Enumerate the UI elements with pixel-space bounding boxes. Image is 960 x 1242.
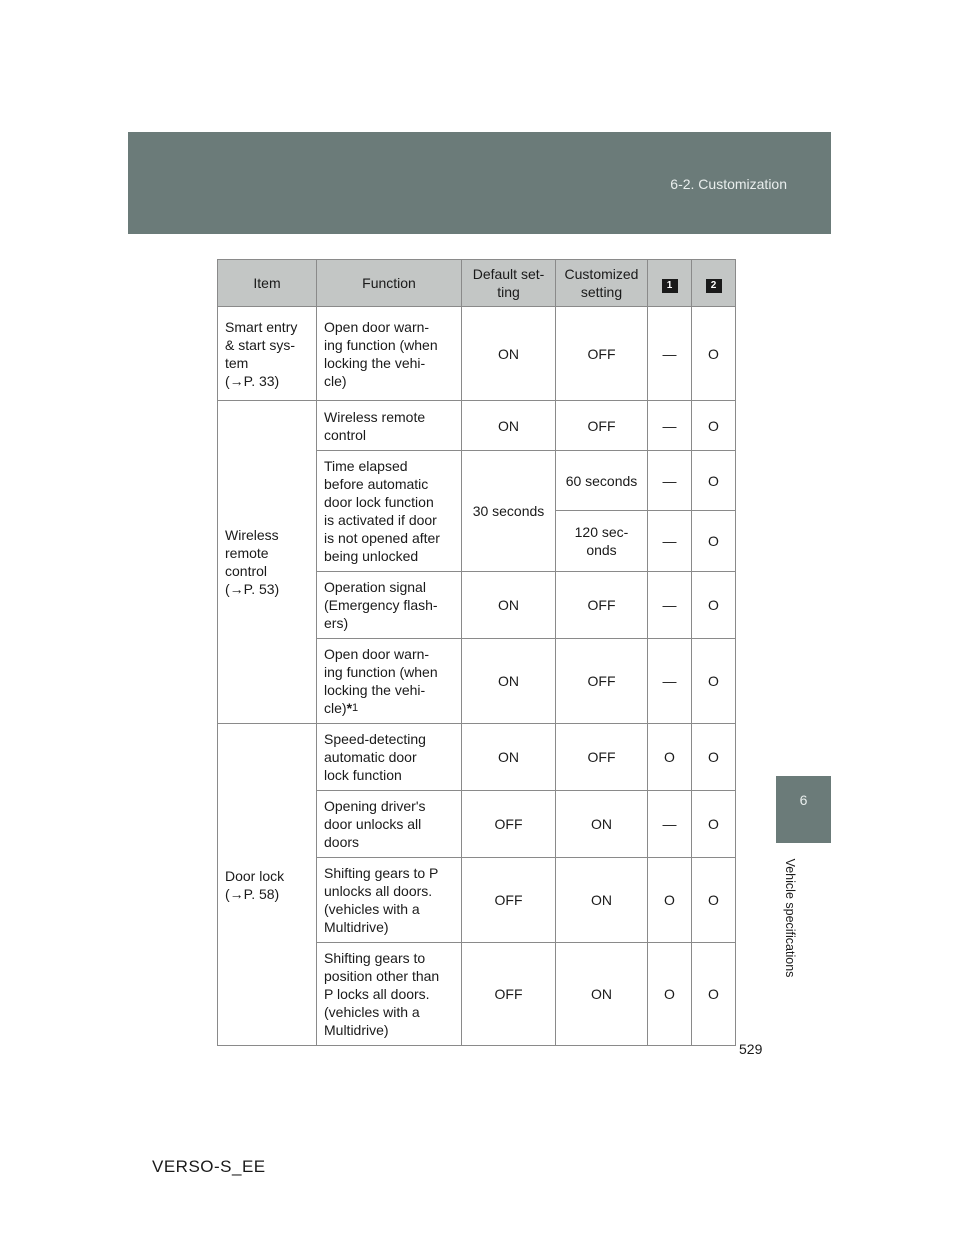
mark1-cell: O bbox=[648, 858, 692, 943]
header-marker-2 bbox=[692, 260, 736, 307]
chapter-number: 6 bbox=[799, 792, 808, 808]
custom-cell: ON bbox=[556, 791, 648, 858]
function-cell bbox=[317, 639, 462, 724]
mark2-cell: O bbox=[692, 511, 736, 572]
customization-table bbox=[217, 259, 736, 1046]
table-row bbox=[218, 401, 736, 451]
table-header-row bbox=[218, 260, 736, 307]
default-cell: OFF bbox=[462, 943, 556, 1046]
marker-2-icon: 2 bbox=[706, 279, 722, 293]
custom-cell: OFF bbox=[556, 401, 648, 451]
custom-cell: OFF bbox=[556, 639, 648, 724]
header-band bbox=[128, 132, 831, 234]
custom-cell: OFF bbox=[556, 724, 648, 791]
default-cell: ON bbox=[462, 572, 556, 639]
mark1-cell: — bbox=[648, 791, 692, 858]
marker-1-icon: 1 bbox=[662, 279, 678, 293]
item-cell: Smart entry & start sys- tem (→P. 33) bbox=[218, 307, 317, 401]
chapter-tab bbox=[776, 776, 831, 843]
default-cell: ON bbox=[462, 639, 556, 724]
default-cell: OFF bbox=[462, 858, 556, 943]
mark2-cell: O bbox=[692, 791, 736, 858]
footnote-number: 1 bbox=[352, 702, 359, 714]
header-function: Function bbox=[317, 260, 462, 307]
function-cell: Wireless remote control bbox=[317, 401, 462, 451]
mark2-cell: O bbox=[692, 451, 736, 511]
mark2-cell: O bbox=[692, 724, 736, 791]
mark1-cell: — bbox=[648, 307, 692, 401]
function-cell: Shifting gears to position other than P locks all doors. (vehicles with a Multidrive) bbox=[317, 943, 462, 1046]
section-title: 6-2. Customization bbox=[670, 176, 787, 192]
custom-cell: OFF bbox=[556, 572, 648, 639]
mark2-cell: O bbox=[692, 858, 736, 943]
custom-cell: 120 sec- onds bbox=[556, 511, 648, 572]
manual-code: VERSO-S_EE bbox=[152, 1157, 266, 1176]
page-number: 529 bbox=[739, 1041, 763, 1057]
mark1-cell: — bbox=[648, 401, 692, 451]
mark2-cell: O bbox=[692, 639, 736, 724]
header-item: Item bbox=[218, 260, 317, 307]
default-cell: ON bbox=[462, 724, 556, 791]
custom-cell: 60 seconds bbox=[556, 451, 648, 511]
mark2-cell: O bbox=[692, 572, 736, 639]
mark1-cell: — bbox=[648, 451, 692, 511]
function-cell: Operation signal (Emergency flash- ers) bbox=[317, 572, 462, 639]
chapter-label bbox=[776, 843, 804, 993]
function-cell: Open door warn- ing function (when locking the vehi- cle) bbox=[317, 307, 462, 401]
mark1-cell: — bbox=[648, 572, 692, 639]
header-default-setting: Default set- ting bbox=[462, 260, 556, 307]
function-cell: Speed-detecting automatic door lock function bbox=[317, 724, 462, 791]
mark2-cell: O bbox=[692, 943, 736, 1046]
default-cell: ON bbox=[462, 307, 556, 401]
function-text: Open door warn- ing function (when locking the vehi- cle) bbox=[324, 646, 438, 716]
function-cell: Time elapsed before automatic door lock function is activated if door is not opened after being unlocked bbox=[317, 451, 462, 572]
header-customized-setting: Customized setting bbox=[556, 260, 648, 307]
chapter-label-text: Vehicle specifications bbox=[783, 858, 797, 978]
custom-cell: ON bbox=[556, 943, 648, 1046]
mark1-cell: O bbox=[648, 943, 692, 1046]
function-cell: Shifting gears to P unlocks all doors. (vehicles with a Multidrive) bbox=[317, 858, 462, 943]
function-cell: Opening driver's door unlocks all doors bbox=[317, 791, 462, 858]
default-cell: 30 seconds bbox=[462, 451, 556, 572]
custom-cell: ON bbox=[556, 858, 648, 943]
custom-cell: OFF bbox=[556, 307, 648, 401]
table-row bbox=[218, 307, 736, 401]
mark1-cell: — bbox=[648, 511, 692, 572]
item-cell: Wireless remote control (→P. 53) bbox=[218, 401, 317, 724]
header-marker-1 bbox=[648, 260, 692, 307]
mark1-cell: O bbox=[648, 724, 692, 791]
mark2-cell: O bbox=[692, 401, 736, 451]
table-row bbox=[218, 724, 736, 791]
item-cell: Door lock (→P. 58) bbox=[218, 724, 317, 1046]
mark1-cell: — bbox=[648, 639, 692, 724]
footnote-star: * bbox=[346, 700, 353, 716]
default-cell: OFF bbox=[462, 791, 556, 858]
default-cell: ON bbox=[462, 401, 556, 451]
mark2-cell: O bbox=[692, 307, 736, 401]
